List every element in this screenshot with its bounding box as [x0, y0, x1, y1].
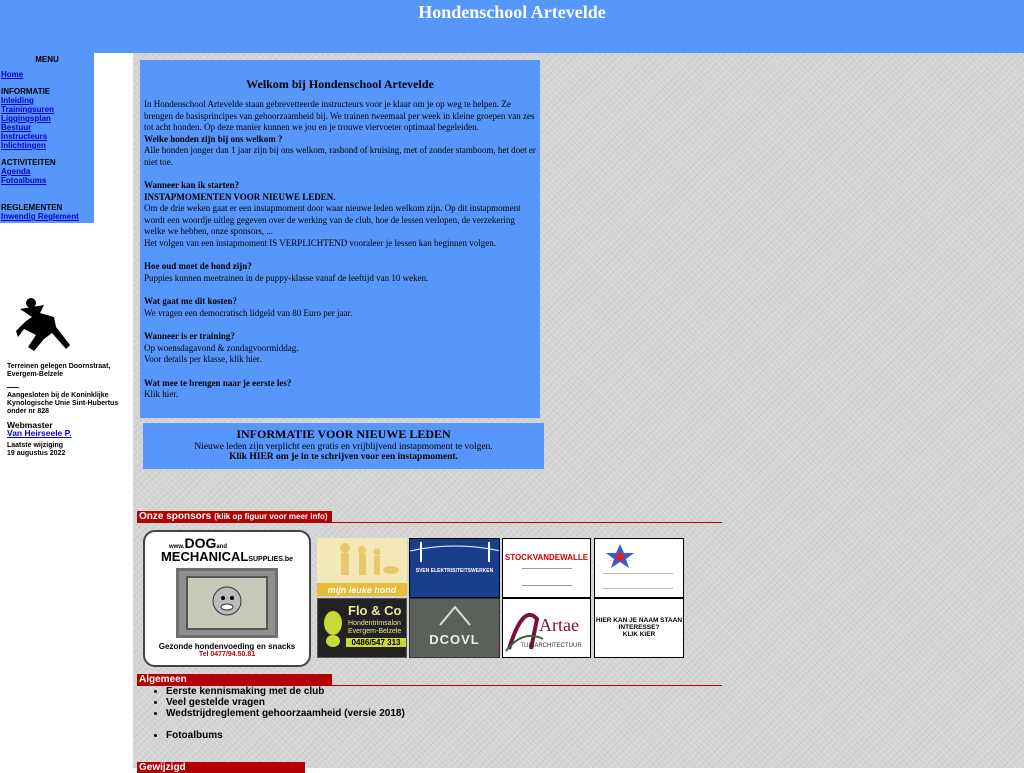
- sponsors-heading: [137, 511, 332, 522]
- flo-sub2: Evergem-Belzele: [348, 628, 402, 635]
- sponsor-elektro[interactable]: [409, 538, 500, 598]
- faq-answer: Op woensdagavond & zondagvoormiddag.: [144, 342, 299, 353]
- last-modified-date: 19 augustus 2022: [7, 450, 66, 457]
- menu-link-inlichtingen[interactable]: Inlichtingen: [1, 141, 46, 150]
- flo-name: Flo & Co: [348, 603, 402, 618]
- mijn-leuke-hond-label: mijn leuke hond: [317, 583, 407, 596]
- dogmech-supplies: SUPPLIES.be: [248, 556, 294, 563]
- open-slot-line2: INTERESSE?: [618, 624, 660, 631]
- artae-name: Artae: [539, 615, 579, 635]
- site-header: [0, 0, 1024, 53]
- list-item[interactable]: • Veel gestelde vragen: [166, 697, 405, 708]
- faq-answer-link[interactable]: Klik hier.: [144, 389, 178, 399]
- gewijzigd-title: Gewijzigd: [139, 762, 186, 773]
- faq-question: Wanneer kan ik starten?: [144, 180, 240, 190]
- menu-title: MENU: [35, 55, 59, 64]
- sponsor-flo-co[interactable]: [317, 598, 407, 658]
- artae-sub: TUINARCHITECTUUR: [520, 643, 582, 649]
- faq-answer: Puppies kunnen meetrainen in de puppy-klasse vanaf de leeftijd van 10 weken.: [144, 272, 429, 283]
- faq-answer-link[interactable]: Voor details per klasse, klik hier.: [144, 354, 262, 364]
- menu-link-trainingsuren[interactable]: Trainingsuren: [1, 105, 54, 114]
- algemeen-title: Algemeen: [139, 674, 187, 685]
- menu-link-agenda[interactable]: Agenda: [1, 167, 31, 176]
- webmaster-link[interactable]: Van Heirseele P.: [7, 428, 72, 438]
- webmaster-label: Webmaster: [7, 420, 53, 430]
- stock-name: STOCKVANDEWALLE: [504, 553, 589, 562]
- list-item[interactable]: • Fotoalbums: [166, 730, 405, 741]
- dog-silhouette-icon: [321, 609, 345, 649]
- dogmech-and: and: [216, 544, 228, 550]
- flo-phone: 0486/547 313: [346, 638, 406, 647]
- sponsor-open-slot[interactable]: [594, 598, 684, 658]
- faq-question: Hoe oud moet de hond zijn?: [144, 261, 252, 271]
- sponsors-hint: (klik op figuur voor meer info): [214, 512, 328, 521]
- menu-link-home[interactable]: Home: [1, 70, 24, 79]
- left-info-panel: [7, 363, 127, 458]
- menu-link-inwendig-reglement[interactable]: Inwendig Reglement: [1, 212, 79, 221]
- dogmech-www: www.: [169, 544, 185, 550]
- sponsor-mijn-leuke-hond[interactable]: [317, 538, 407, 596]
- dog-robot-image: [176, 568, 278, 638]
- sponsor-artae[interactable]: [502, 598, 591, 658]
- welcome-title: Welkom bij Hondenschool Artevelde: [246, 77, 434, 91]
- faq-answer: Om de drie weken gaat er een instapmoment door waar nieuwe leden welkom zijn. Op dit instapmoment wordt een woordje uitleg gegeven over de werking van de club, hoe de lessen verlopen, de verzekering welke we hebben, onze sponsors, ...: [144, 203, 521, 236]
- menu-heading-reglementen: REGLEMENTEN: [1, 203, 63, 212]
- sponsor-dcovl[interactable]: [409, 598, 500, 658]
- list-item[interactable]: • Eerste kennismaking met de club: [166, 686, 405, 697]
- elektro-name: SVEN ELEKTRISITEITSWERKEN: [415, 568, 494, 574]
- location-text: Terreinen gelegen Doornstraat, Evergem-Belzele: [7, 363, 111, 378]
- club-logo-icon: [14, 295, 74, 353]
- faq-question: Wat gaat me dit kosten?: [144, 296, 237, 306]
- menu-heading-activiteiten: ACTIVITEITEN: [1, 158, 56, 167]
- dcovl-emblem-icon: [435, 605, 475, 627]
- info-line: Nieuwe leden zijn verplicht een gratis en vrijblijvend instapmoment te volgen.: [194, 442, 493, 452]
- open-slot-line3: KLIK KIER: [622, 631, 656, 638]
- faq-answer: Alle honden jonger dan 1 jaar zijn bij ons welkom, rashond of kruising, met of zonder stamboom, het doet er niet toe.: [144, 145, 536, 167]
- side-menu: [0, 53, 94, 223]
- family-silhouette-icon: [317, 538, 407, 578]
- dogmech-phone: Tel 0477/94.50.81: [198, 651, 256, 658]
- menu-link-liggingsplan[interactable]: Liggingsplan: [1, 114, 51, 123]
- dogmech-dog: DOG: [184, 535, 217, 551]
- welcome-intro: In Hondenschool Artevelde staan gebrevetteerde instructeurs voor je klaar om je op weg te helpen. Ze brengen de basisprincipes van gehoorzaamheid bij. We trainen tweemaal per week in kleine groepen van zes tot acht honden. Op deze manier kunnen we jou en je trouwe viervoeter optimaal begeleiden.: [144, 99, 535, 132]
- site-title: Hondenschool Artevelde: [418, 2, 606, 22]
- new-members-info-panel: [143, 423, 544, 469]
- info-title: INFORMATIE VOOR NIEUWE LEDEN: [236, 427, 451, 441]
- list-item[interactable]: • Wedstrijdreglement gehoorzaamheid (versie 2018): [166, 708, 405, 719]
- welcome-panel: [140, 60, 540, 418]
- sponsor-dog-training-team[interactable]: [594, 538, 684, 598]
- flo-sub1: Hondentrimsalon: [348, 620, 401, 627]
- menu-heading-informatie: INFORMATIE: [1, 87, 51, 96]
- sponsor-stockvandewalle[interactable]: [502, 538, 591, 598]
- faq-question: Welke honden zijn bij ons welkom ?: [144, 133, 283, 144]
- open-slot-line1: HIER KAN JE NAAM STAAN: [595, 617, 683, 624]
- dog-icon: [179, 571, 275, 635]
- faq-answer: We vragen een democratisch lidgeld van 80 Euro per jaar.: [144, 307, 353, 318]
- info-register-link[interactable]: Klik HIER om je in te schrijven voor een instapmoment.: [229, 452, 458, 462]
- menu-link-instructeurs[interactable]: Instructeurs: [1, 132, 48, 141]
- menu-link-bestuur[interactable]: Bestuur: [1, 123, 32, 132]
- star-emblem-icon: [605, 543, 635, 569]
- faq-answer: Het volgen van een instapmoment IS VERPLICHTEND vooraleer je lessen kan beginnen volgen.: [144, 237, 497, 248]
- menu-link-inleiding[interactable]: Inleiding: [1, 96, 34, 105]
- last-modified-label: Laatste wijziging: [7, 442, 64, 449]
- dcovl-name: DCOVL: [429, 632, 480, 647]
- affiliation-text: Aangesloten bij de Koninklijke Kynologische Unie Sint-Hubertus onder nr 828: [7, 392, 119, 415]
- faq-question-sub: INSTAPMOMENTEN VOOR NIEUWE LEDEN.: [144, 191, 336, 202]
- menu-link-fotoalbums[interactable]: Fotoalbums: [1, 176, 47, 185]
- faq-question: Wanneer is er training?: [144, 331, 235, 341]
- sponsors-title: Onze sponsors: [139, 511, 212, 522]
- sponsor-dog-mechanical[interactable]: [143, 530, 311, 667]
- algemeen-list: [153, 686, 405, 741]
- power-lines-icon: [410, 539, 500, 563]
- faq-question: Wat mee te brengen naar je eerste les?: [144, 377, 292, 388]
- algemeen-heading: [137, 674, 332, 685]
- dogmech-footer: Gezonde hondenvoeding en snacks: [158, 642, 296, 651]
- dogmech-mechanical: MECHANICAL: [160, 549, 249, 564]
